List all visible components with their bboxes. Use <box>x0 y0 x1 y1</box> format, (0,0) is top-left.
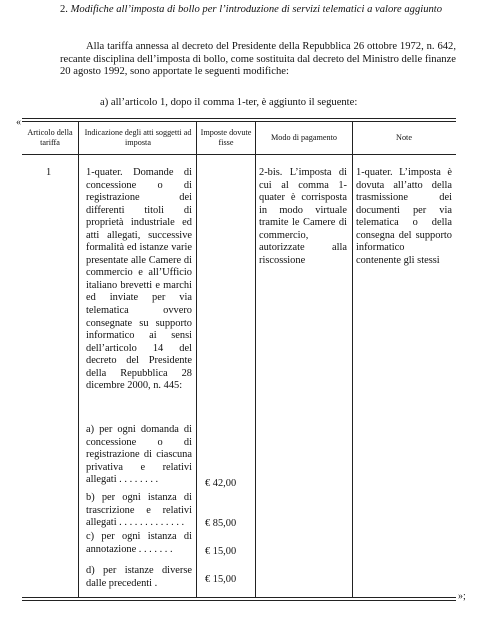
column-divider-1 <box>78 121 79 597</box>
column-divider-4 <box>352 121 353 597</box>
row-item-a: a) per ogni domanda di concessione o di registrazione di ciascuna privativa e relativi allegati . . . . . . . . <box>86 424 192 486</box>
header-fixed-taxes: Imposte dovute fisse <box>200 128 252 147</box>
section-title-text: Modifiche all’imposta di bollo per l’introduzione di servizi telematici a valore aggiunto <box>70 4 443 15</box>
row-note-text: 1-quater. L’imposta è dovuta all’atto della trasmissione dei documenti per via telematica o della consegna del supporto informatico contenente gli stessi <box>356 167 452 266</box>
row-item-d: d) per istanze diverse dalle precedenti . <box>86 565 192 589</box>
intro-paragraph-text: Alla tariffa annessa al decreto del Presidente della Repubblica 26 ottobre 1972, n. 642, recante disciplina dell’imposta di bollo, come sostituita dal decreto del Ministro delle finanze 20 agosto 1992, sono apportate le seguenti modifiche: <box>60 41 456 78</box>
row-item-c: c) per ogni istanza di annotazione . . . . . . . <box>86 531 192 555</box>
header-notes: Note <box>396 133 412 142</box>
fee-d: € 15,00 <box>205 574 237 585</box>
row-main-text: 1-quater. Domande di concessione o di registrazione dei differenti titoli di proprietà industriale ed atti allegati, successive formalità ed istanze varie presentate alle Camere di commercio e all’Ufficio italiano brevetti e marchi ed inviate per via telematica ovvero consegnate su supporto informatico ai sensi dell’articolo 14 del decreto del Presidente della Repubblica 28 dicembre 2000, n. 445: <box>86 167 192 392</box>
fee-c: € 15,00 <box>205 546 237 557</box>
table-header-rule <box>22 154 456 155</box>
fee-b: € 85,00 <box>205 518 237 529</box>
fee-a: € 42,00 <box>205 478 237 489</box>
column-divider-3 <box>255 121 256 597</box>
table-top-rule-2 <box>22 121 456 122</box>
article-line: a) all’articolo 1, dopo il comma 1-ter, è aggiunto il seguente: <box>100 97 358 108</box>
header-payment-mode: Modo di pagamento <box>271 133 337 142</box>
row-item-b: b) per ogni istanza di trascrizione e relativi allegati . . . . . . . . . . . . . <box>86 492 192 529</box>
table-top-rule <box>22 118 456 119</box>
row-article-number: 1 <box>46 167 52 178</box>
opening-quote: « <box>16 117 21 128</box>
row-payment-text: 2-bis. L’imposta di cui al comma 1-quater è corrisposta in modo virtuale tramite le Camere di commercio, autorizzate alla riscossione <box>259 167 347 266</box>
header-article: Articolo della tariffa <box>27 128 73 147</box>
table-bottom-rule-2 <box>22 600 456 601</box>
table-bottom-rule <box>22 597 456 598</box>
intro-paragraph <box>60 41 456 79</box>
column-divider-2 <box>196 121 197 597</box>
closing-quote: »; <box>458 591 466 602</box>
section-title <box>60 4 460 17</box>
header-acts: Indicazione degli atti soggetti ad imposta <box>84 128 192 147</box>
section-number: 2. <box>60 4 68 15</box>
